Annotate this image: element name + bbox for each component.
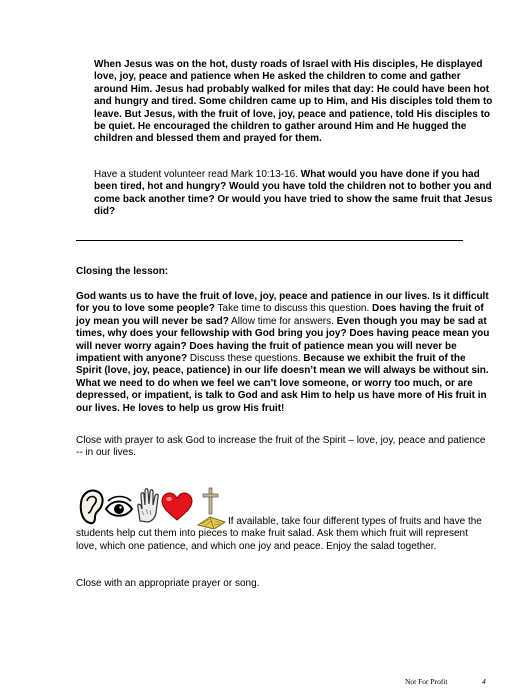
page-number: 4 xyxy=(482,677,486,686)
volunteer-question: What would you have done if you had been tired, hot and hungry? Would you have told the children not to bother you and come back another time? Or would you have tried to show the same fruit that Jesus did? xyxy=(94,169,493,218)
closing-question-4: Because we exhibit the fruit of the Spirit (love, joy, peace, patience) in our life doesn’t mean we will always be without sin. What we need to do when we feel we can’t love someone, or worry too much, or are depressed, or impatient, is talk to God and ask Him to help us have more of His fruit in our lives. He loves to help us grow His fruit! xyxy=(76,353,489,414)
closing-note-3: Discuss these questions. xyxy=(187,353,304,365)
intro-paragraph: When Jesus was on the hot, dusty roads of Israel with His disciples, He displayed love, joy, peace and patience when He asked the children to come and gather around Him. Jesus had probably walked for miles that day: He could have been hot and hungry and tired. Some children came up to Him, and His disciples told them to leave. But Jesus, with the fruit of love, joy, peace and patience, told His disciples to be quiet. He encouraged the children to gather around Him and He hugged the children and blessed them and prayed for them. xyxy=(94,59,493,145)
volunteer-paragraph xyxy=(94,169,494,219)
footer-label: Not For Profit xyxy=(405,677,448,686)
closing-question-3: Even though you may be sad at times, why does your fellowship with God bring you joy? Does having peace mean you will never worry again? Does having the fruit of patience mean you will never be impatient with anyone? xyxy=(76,315,490,365)
fruit-salad-paragraph: If available, take four different types of fruits and have the students help cut them into pieces to make fruit salad. Ask them which fruit will represent love, which one patience, and which one joy and peace. Enjoy the salad together. xyxy=(76,516,482,552)
closing-note-2: Allow time for answers. xyxy=(228,315,337,327)
closing-question-1: God wants us to have the fruit of love, joy, peace and patience in our lives. Is it difficult for you to love some people? xyxy=(76,291,489,315)
final-prayer-paragraph: Close with an appropriate prayer or song. xyxy=(76,578,260,589)
eye-icon xyxy=(106,497,132,516)
closing-heading: Closing the lesson: xyxy=(76,266,169,277)
closing-note-1: Take time to discuss this question. xyxy=(214,303,373,315)
closing-prayer-paragraph: Close with prayer to ask God to increase the fruit of the Spirit – love, joy, peace and patience -- in our lives. xyxy=(76,435,486,459)
closing-question-2: Does having the fruit of joy mean you will never be sad? xyxy=(76,303,484,327)
section-divider xyxy=(76,240,463,241)
closing-paragraph xyxy=(76,291,490,415)
volunteer-instruction: Have a student volunteer read Mark 10:13-16. xyxy=(94,169,301,180)
